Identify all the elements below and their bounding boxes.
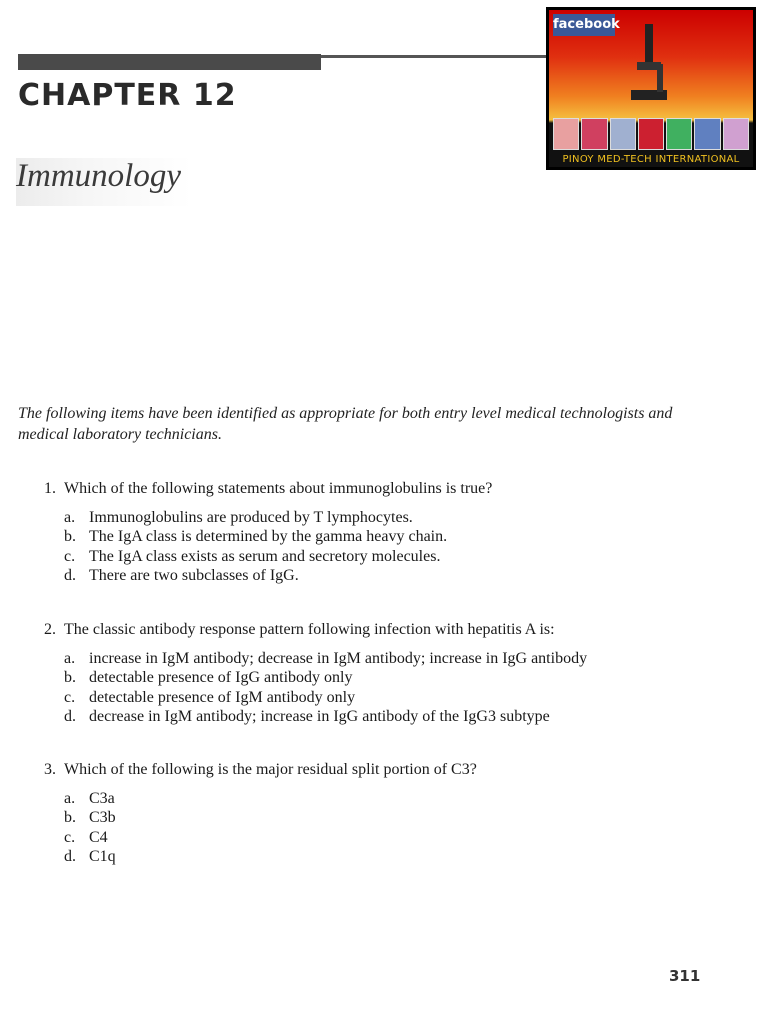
strip-image <box>581 118 607 150</box>
lab-images-strip <box>553 118 749 150</box>
option-a: a. Immunoglobulins are produced by T lymphocytes. <box>64 509 413 526</box>
question-number: 1. <box>44 480 56 497</box>
strip-image <box>610 118 636 150</box>
strip-image <box>638 118 664 150</box>
option-a: a. C3a <box>64 790 115 807</box>
strip-image <box>723 118 749 150</box>
strip-image <box>666 118 692 150</box>
logo-caption: PINOY MED-TECH INTERNATIONAL <box>562 154 740 165</box>
option-c: c. detectable presence of IgM antibody only <box>64 688 356 706</box>
header-rule-line <box>321 55 551 58</box>
chapter-title: CHAPTER 12 <box>18 78 237 113</box>
header-rule-bar <box>18 54 321 70</box>
strip-image <box>694 118 720 150</box>
facebook-badge[interactable]: facebook <box>553 14 615 36</box>
question-1 <box>44 480 684 585</box>
subject-title: Immunology <box>16 158 181 194</box>
question-2 <box>44 621 684 726</box>
option-b: b. detectable presence of IgG antibody only <box>64 669 353 687</box>
option-a: a. increase in IgM antibody; decrease in IgM antibody; increase in IgG antibody <box>64 650 588 667</box>
option-c: c. C4 <box>64 828 108 846</box>
option-d: d. There are two subclasses of IgG. <box>64 566 299 584</box>
logo-background <box>549 10 753 167</box>
page-number: 311 <box>669 967 701 985</box>
subject-band <box>16 158 192 206</box>
option-c: c. The IgA class exists as serum and secretory molecules. <box>64 547 441 565</box>
question-number: 3. <box>44 761 56 778</box>
question-3 <box>44 761 684 866</box>
option-d: d. decrease in IgM antibody; increase in IgG antibody of the IgG3 subtype <box>64 707 550 725</box>
option-b: b. The IgA class is determined by the gamma heavy chain. <box>64 528 448 546</box>
intro-text: The following items have been identified as appropriate for both entry level medical technologists and medical laboratory technicians. <box>18 405 673 443</box>
microscope-icon <box>627 24 671 104</box>
question-text: Which of the following is the major residual split portion of C3? <box>64 761 477 778</box>
question-number: 2. <box>44 621 56 638</box>
facebook-logo-image[interactable] <box>546 7 756 170</box>
question-text: The classic antibody response pattern following infection with hepatitis A is: <box>64 621 555 638</box>
strip-image <box>553 118 579 150</box>
option-b: b. C3b <box>64 809 116 827</box>
question-text: Which of the following statements about immunoglobulins is true? <box>64 480 493 497</box>
option-d: d. C1q <box>64 847 116 865</box>
